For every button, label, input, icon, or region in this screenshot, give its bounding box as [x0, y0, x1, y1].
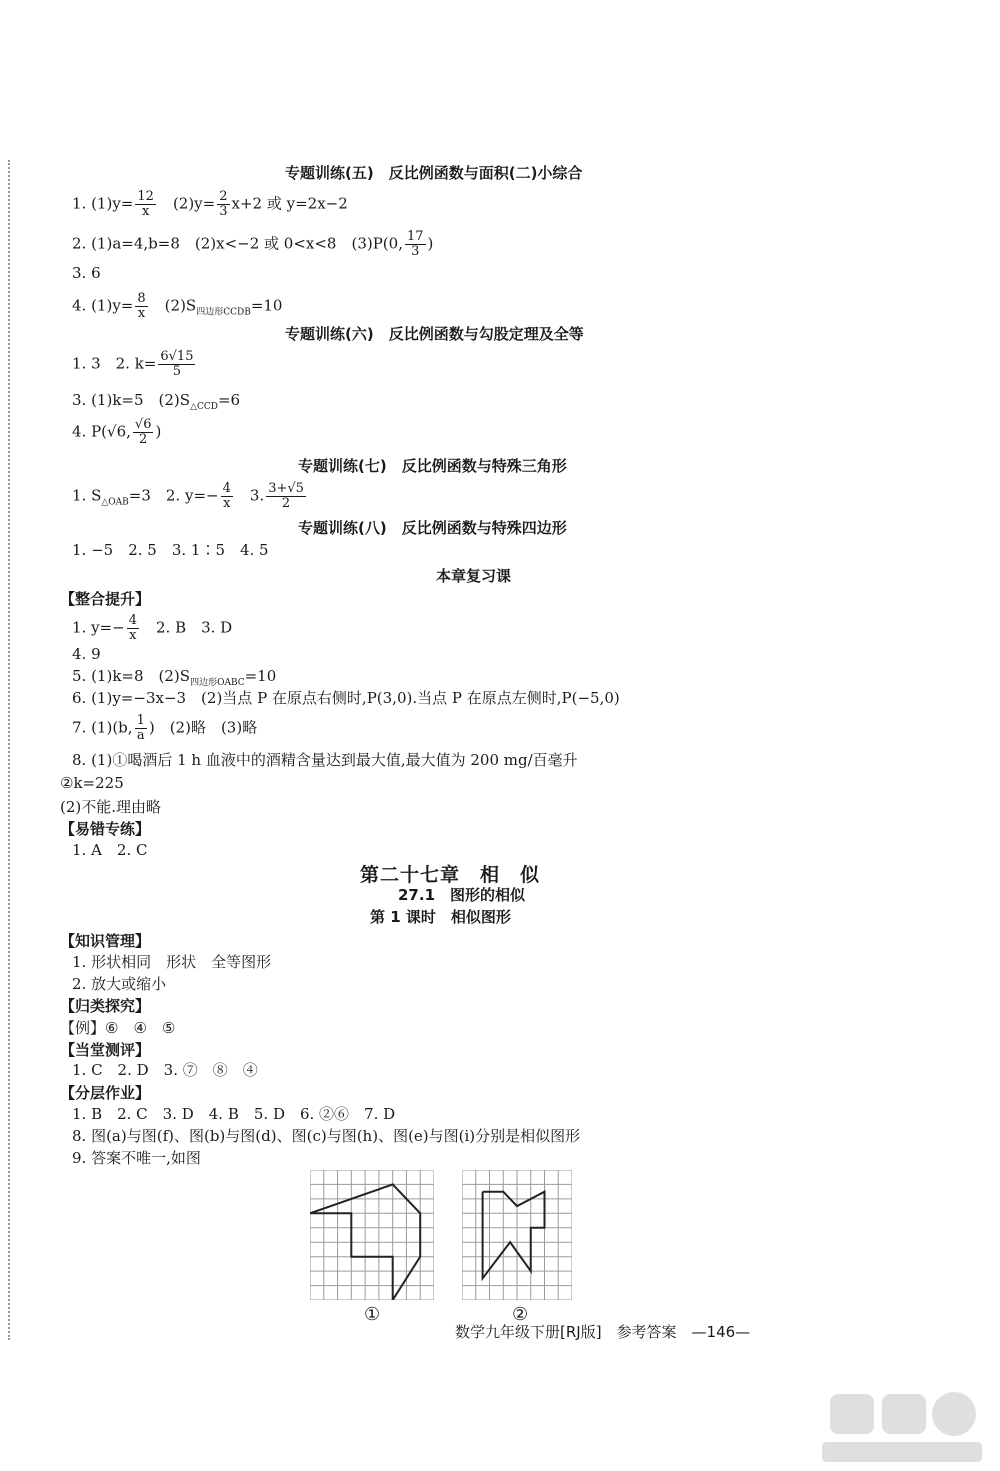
page-footer: 数学九年级下册[RJ版] 参考答案 —146—: [455, 1323, 751, 1341]
tag-homework: 【分层作业】: [60, 1084, 151, 1102]
answer-example: 【例】⑥ ④ ⑤: [60, 1019, 176, 1037]
answer-review-q1: 1. y=− $\frac{4}{x}$ 2. B 3. D: [72, 613, 233, 643]
answer-review-q8-3: (2)不能.理由略: [60, 798, 162, 816]
binding-margin: [8, 160, 10, 1340]
review-title: 本章复习课: [436, 567, 512, 585]
lesson-title: 第 1 课时 相似图形: [370, 908, 511, 926]
answer-hw-9: 9. 答案不唯一,如图: [72, 1149, 201, 1167]
answer-s8: 1. −5 2. 5 3. 1∶5 4. 5: [72, 541, 269, 559]
answer-know-1: 1. 形状相同 形状 全等图形: [72, 953, 272, 971]
tag-error: 【易错专练】: [60, 820, 151, 838]
answer-review-q8-2: ②k=225: [60, 774, 124, 792]
chapter-title: 第二十七章 相 似: [360, 864, 541, 886]
section-title-5: 专题训练(五) 反比例函数与面积(二)小综合: [285, 164, 583, 182]
answer-s6-q1: 1. 3 2. k= $\frac{6√15}{5}$: [72, 349, 194, 379]
answer-review-q6: 6. (1)y=−3x−3 (2)当点 P 在原点右侧时,P(3,0).当点 P 在原点左侧时,P(−5,0): [72, 689, 620, 707]
answer-hw-1: 1. B 2. C 3. D 4. B 5. D 6. ②⑥ 7. D: [72, 1105, 396, 1123]
answer-error: 1. A 2. C: [72, 841, 148, 859]
tag-integrate: 【整合提升】: [60, 590, 151, 608]
section-subtitle: 27.1 图形的相似: [398, 886, 526, 904]
grid-figure-2: [462, 1170, 572, 1300]
section-title-6: 专题训练(六) 反比例函数与勾股定理及全等: [285, 325, 584, 343]
watermark-logo: [812, 1388, 992, 1468]
answer-s6-q4: 4. P(√6, $\frac{√6}{2}$ ): [72, 417, 162, 447]
section-title-8: 专题训练(八) 反比例函数与特殊四边形: [298, 519, 567, 537]
answer-s5-q2: 2. (1)a=4,b=8 (2)x<−2 或 0<x<8 (3)P(0, $\frac{17}{3}$ ): [72, 229, 434, 259]
answer-s6-q3: 3. (1)k=5 $(2)S_{\triangle CCD}=6$: [72, 391, 241, 412]
figure-label-1: ①: [364, 1304, 381, 1325]
answer-hw-8: 8. 图(a)与图(f)、图(b)与图(d)、图(c)与图(h)、图(e)与图(i)分别是相似图形: [72, 1127, 581, 1145]
answer-review-q8-1: 8. (1)①喝酒后 1 h 血液中的酒精含量达到最大值,最大值为 200 mg/百毫升: [72, 751, 578, 769]
answer-s7: 1. $S_{\triangle OAB}=3$ 2. y=− $\frac{4}{x}$ 3. $\frac{3+√5}{2}$: [72, 481, 304, 511]
answer-test: 1. C 2. D 3. ⑦ ⑧ ④: [72, 1061, 258, 1079]
answer-review-q5: 5. (1)k=8 $(2)S_{四边形OABC}=10$: [72, 667, 277, 688]
answer-review-q4: 4. 9: [72, 645, 101, 663]
section-title-7: 专题训练(七) 反比例函数与特殊三角形: [298, 457, 567, 475]
tag-knowledge: 【知识管理】: [60, 932, 151, 950]
tag-test: 【当堂测评】: [60, 1041, 151, 1059]
answer-know-2: 2. 放大或缩小: [72, 975, 167, 993]
answer-s5-q4: 4. (1)y= $\frac{8}{x}$ $(2)S_{四边形CCDB}=10$: [72, 291, 283, 321]
figure-label-2: ②: [512, 1304, 529, 1325]
answer-review-q7: 7. (1)(b, $\frac{1}{a}$ ) (2)略 (3)略: [72, 713, 258, 743]
tag-explore: 【归类探究】: [60, 997, 151, 1015]
answer-s5-q1: 1. (1)y= $\frac{12}{x}$ (2)y= $\frac{2}{3}$ x+2 或 y=2x−2: [72, 189, 348, 219]
grid-figure-1: [310, 1170, 434, 1300]
answer-s5-q3: 3. 6: [72, 264, 101, 282]
